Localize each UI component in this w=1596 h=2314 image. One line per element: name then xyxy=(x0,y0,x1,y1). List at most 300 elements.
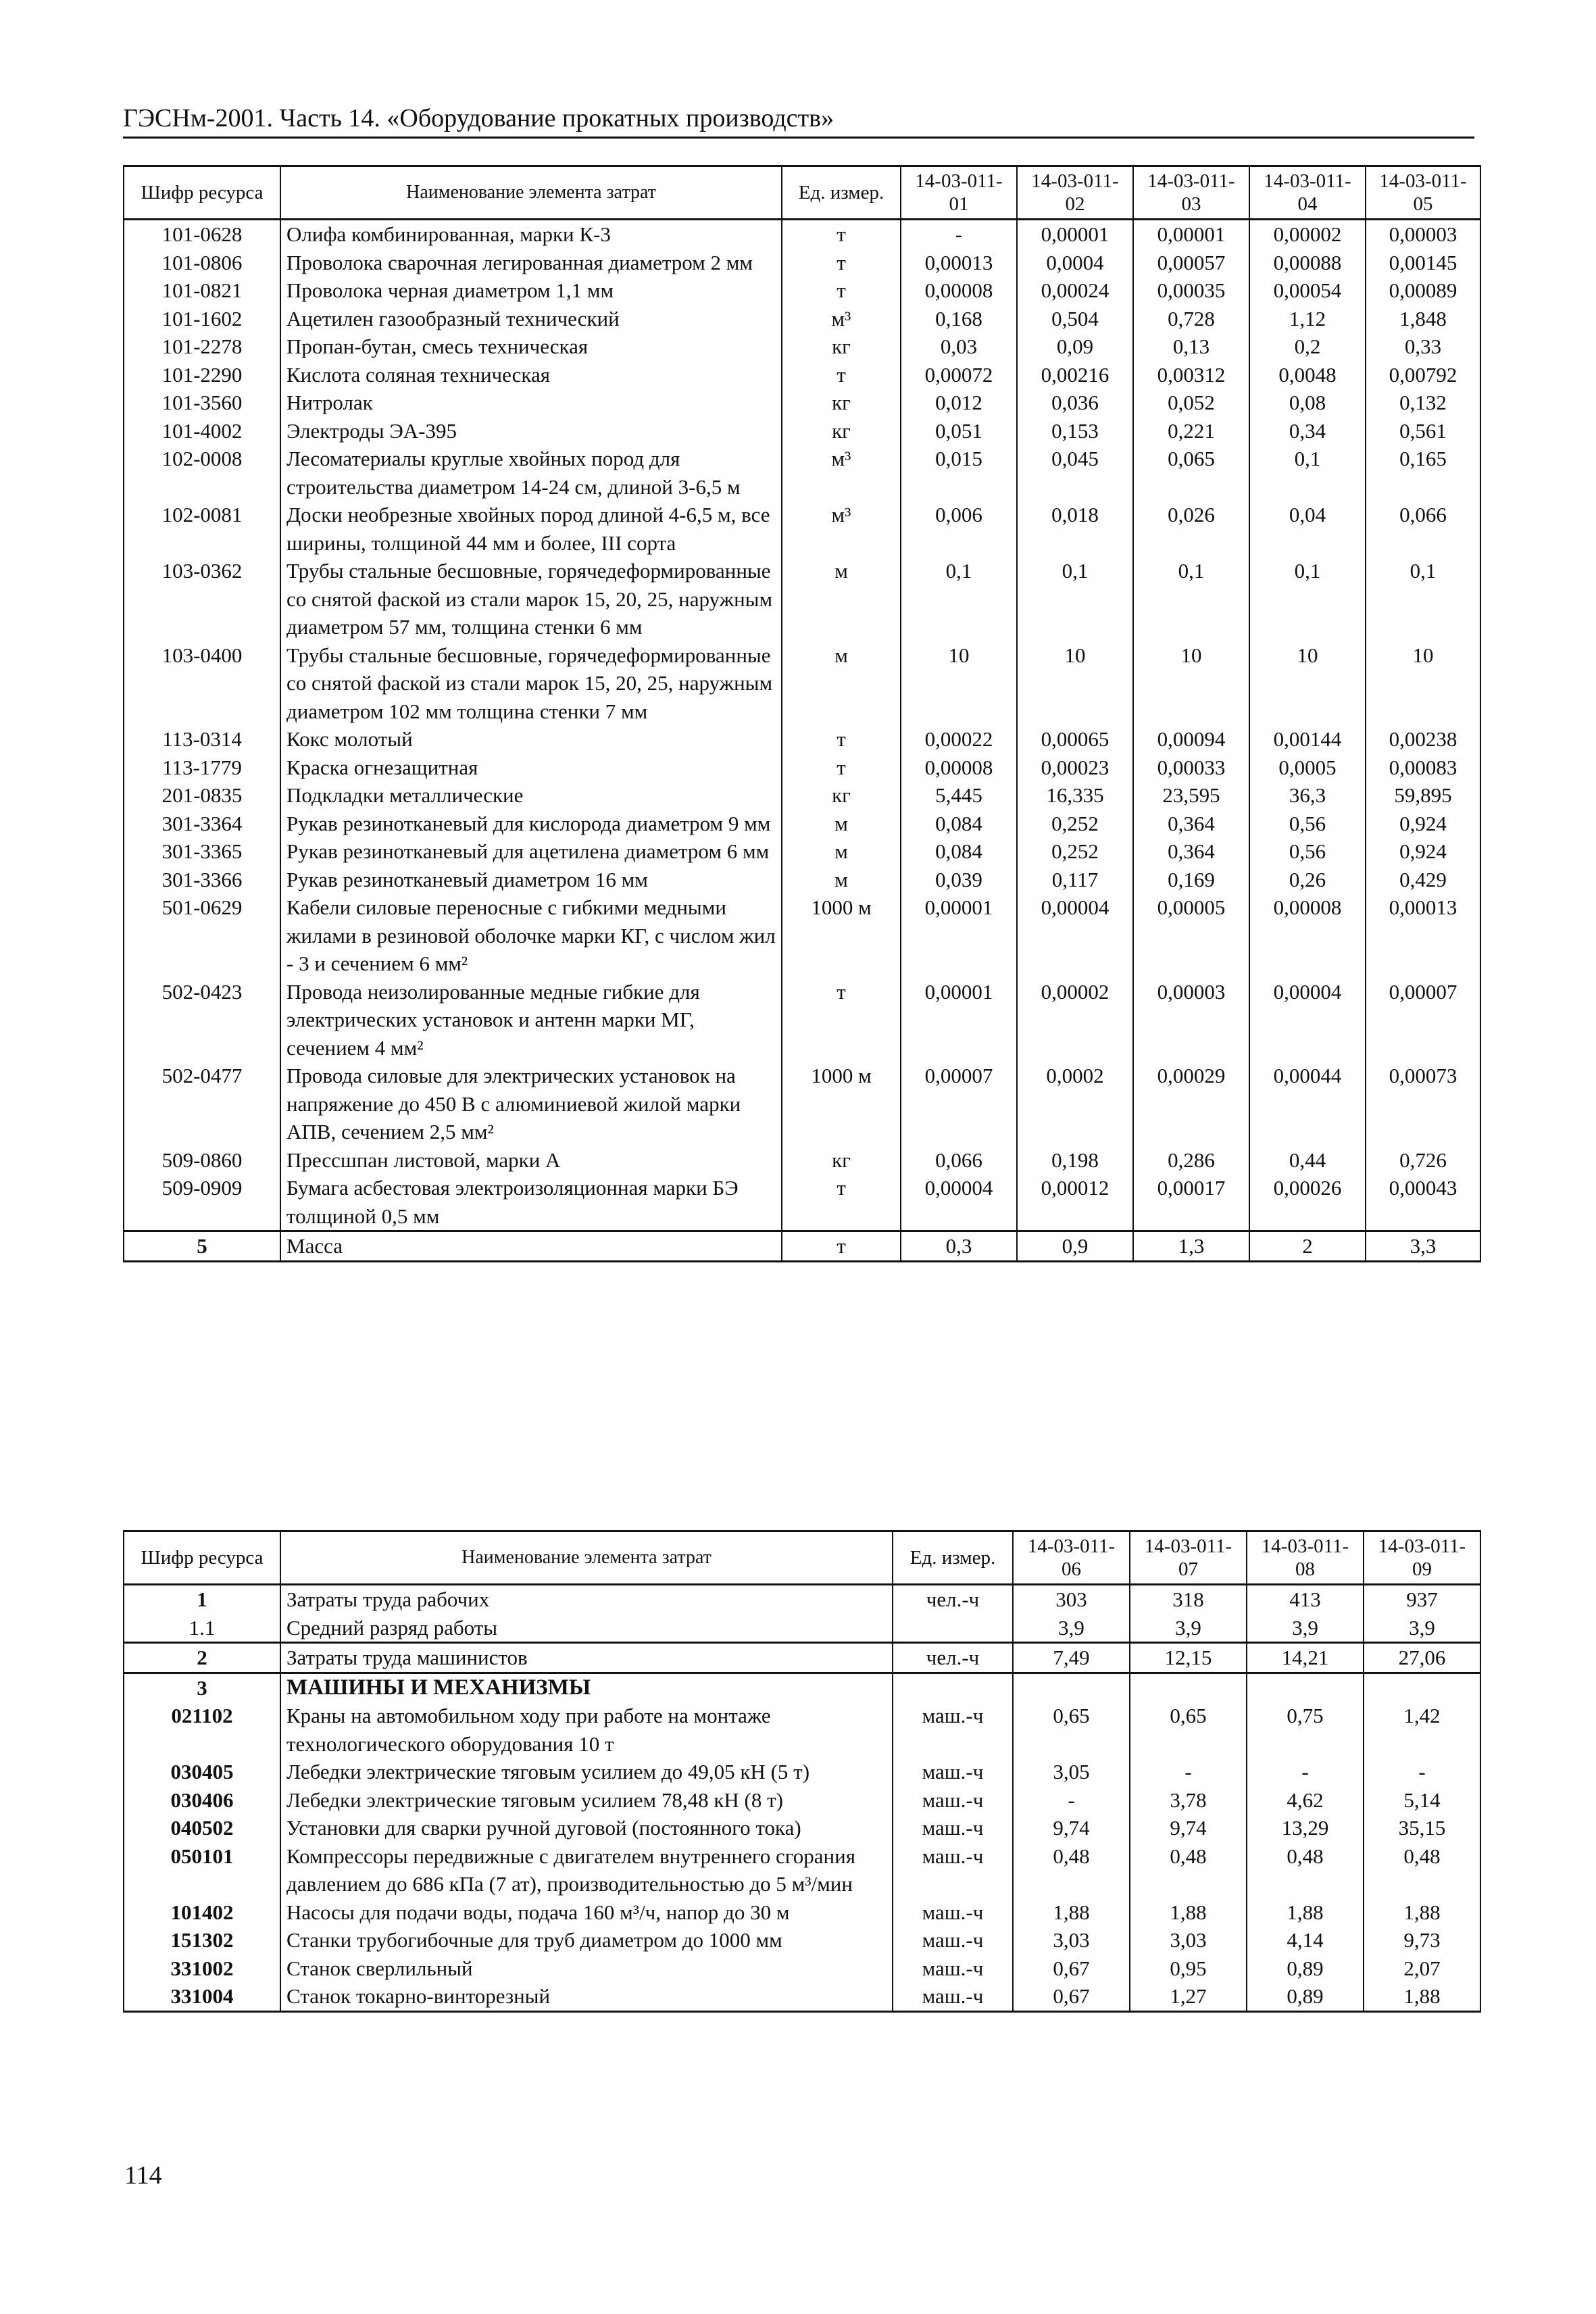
table-row xyxy=(124,333,1480,361)
cell-value: 0,3 xyxy=(901,1231,1017,1262)
cell-value: 0,00007 xyxy=(1366,978,1480,1062)
cell-value: 0,00013 xyxy=(901,249,1017,277)
cell-value: 0,00001 xyxy=(901,978,1017,1062)
cell-name: Проволока черная диаметром 1,1 мм xyxy=(280,276,782,305)
table-row xyxy=(124,837,1480,866)
cell-name: Лебедки электрические тяговым усилием до 49,05 кН (5 т) xyxy=(280,1758,893,1786)
cell-value: 5,445 xyxy=(901,781,1017,810)
cell-unit: маш.-ч xyxy=(893,1758,1013,1786)
cell-value: 35,15 xyxy=(1364,1814,1480,1842)
header-name: Наименование элемента затрат xyxy=(280,166,782,220)
cell-value: 0,00026 xyxy=(1249,1174,1366,1231)
table-row xyxy=(124,810,1480,838)
cell-value: 1,88 xyxy=(1130,1898,1247,1927)
cell-value: 0,286 xyxy=(1133,1146,1249,1175)
cell-unit: маш.-ч xyxy=(893,1982,1013,2011)
cell-value: 0,13 xyxy=(1133,333,1249,361)
cell-value: 0,00024 xyxy=(1017,276,1133,305)
cell-code: 301-3364 xyxy=(124,810,280,838)
cell-value: 0,015 xyxy=(901,445,1017,501)
cell-value: 0,00001 xyxy=(1017,220,1133,249)
cell-value: 0,00144 xyxy=(1249,725,1366,754)
cell-name: Затраты труда машинистов xyxy=(280,1643,893,1673)
cell-code: 331004 xyxy=(124,1982,280,2011)
cell-value: 0,34 xyxy=(1249,417,1366,445)
cell-value: 0,89 xyxy=(1247,1954,1364,1983)
cell-value: 413 xyxy=(1247,1585,1364,1614)
cell-unit: маш.-ч xyxy=(893,1814,1013,1842)
table-row xyxy=(124,1062,1480,1146)
header-unit: Ед. измер. xyxy=(782,166,901,220)
cell-unit: кг xyxy=(782,1146,901,1175)
cell-code: 1.1 xyxy=(124,1614,280,1643)
cell-unit: кг xyxy=(782,333,901,361)
cell-value: 0,00004 xyxy=(901,1174,1017,1231)
cell-value: - xyxy=(901,220,1017,249)
cell-value: 0,00017 xyxy=(1133,1174,1249,1231)
cell-unit: 1000 м xyxy=(782,1062,901,1146)
table-row xyxy=(124,501,1480,557)
cell-code: 102-0081 xyxy=(124,501,280,557)
cell-value: 0,00008 xyxy=(901,754,1017,782)
cell-code: 101-0821 xyxy=(124,276,280,305)
cell-value: 0,018 xyxy=(1017,501,1133,557)
cell-code: 3 xyxy=(124,1673,280,1702)
cell-value: 23,595 xyxy=(1133,781,1249,810)
cell-name: Провода силовые для электрических установок на напряжение до 450 В с алюминиевой жилой марки АПВ, сечением 2,5 мм² xyxy=(280,1062,782,1146)
page-number: 114 xyxy=(124,2161,162,2190)
cell-code: 1 xyxy=(124,1585,280,1614)
cell-value: 3,9 xyxy=(1364,1614,1480,1643)
table-row xyxy=(124,641,1480,726)
cell-value: 0,429 xyxy=(1366,866,1480,894)
cell-code: 5 xyxy=(124,1231,280,1262)
cell-unit: кг xyxy=(782,417,901,445)
cell-code: 103-0362 xyxy=(124,557,280,641)
table-row xyxy=(124,417,1480,445)
cell-code: 101-2290 xyxy=(124,361,280,389)
cell-value: 0,728 xyxy=(1133,305,1249,333)
cell-value: 0,0002 xyxy=(1017,1062,1133,1146)
cell-value: 0,084 xyxy=(901,810,1017,838)
cell-code: 101-0806 xyxy=(124,249,280,277)
cell-value: 0,036 xyxy=(1017,389,1133,417)
cell-value: 0,00001 xyxy=(1133,220,1249,249)
cell-value: 0,132 xyxy=(1366,389,1480,417)
table-row xyxy=(124,1954,1480,1983)
cell-value: 9,73 xyxy=(1364,1926,1480,1954)
header-col: 14-03-011-04 xyxy=(1249,166,1366,220)
cell-value: 0,1 xyxy=(1133,557,1249,641)
cell-value: 3,9 xyxy=(1130,1614,1247,1643)
cell-unit: т xyxy=(782,978,901,1062)
cell-value: 0,169 xyxy=(1133,866,1249,894)
cell-value: 0,00792 xyxy=(1366,361,1480,389)
table-header-row xyxy=(124,166,1480,220)
cell-name: Кокс молотый xyxy=(280,725,782,754)
table-row xyxy=(124,557,1480,641)
cell-value: 3,9 xyxy=(1247,1614,1364,1643)
cell-value: 0,364 xyxy=(1133,837,1249,866)
cell-value: 0,561 xyxy=(1366,417,1480,445)
cell-value: 0,039 xyxy=(901,866,1017,894)
cell-value: 0,026 xyxy=(1133,501,1249,557)
cell-name: Нитролак xyxy=(280,389,782,417)
cell-unit: т xyxy=(782,276,901,305)
cell-value: 3,3 xyxy=(1366,1231,1480,1262)
table-row xyxy=(124,1174,1480,1231)
cell-value: 0,924 xyxy=(1366,837,1480,866)
cell-value: 0,09 xyxy=(1017,333,1133,361)
table-row xyxy=(124,893,1480,978)
cell-name: Олифа комбинированная, марки К-3 xyxy=(280,220,782,249)
cell-value: 4,14 xyxy=(1247,1926,1364,1954)
cell-value: 7,49 xyxy=(1013,1643,1130,1673)
table-row xyxy=(124,1614,1480,1643)
cell-unit: т xyxy=(782,361,901,389)
header-code: Шифр ресурса xyxy=(124,1531,280,1585)
cell-name: Пропан-бутан, смесь техническая xyxy=(280,333,782,361)
cell-value: 0,924 xyxy=(1366,810,1480,838)
cell-value: 0,75 xyxy=(1247,1702,1364,1758)
cell-code: 201-0835 xyxy=(124,781,280,810)
cell-value: 0,00008 xyxy=(901,276,1017,305)
cell-name: Трубы стальные бесшовные, горячедеформированные со снятой фаской из стали марок 15, 20, 25, наружным диаметром 102 мм толщина стенки 7 мм xyxy=(280,641,782,726)
table-row xyxy=(124,361,1480,389)
cell-unit: маш.-ч xyxy=(893,1786,1013,1815)
cell-value: 0,9 xyxy=(1017,1231,1133,1262)
cell-value: 16,335 xyxy=(1017,781,1133,810)
cell-code: 030406 xyxy=(124,1786,280,1815)
cell-name: Рукав резинотканевый для кислорода диаметром 9 мм xyxy=(280,810,782,838)
table-row xyxy=(124,725,1480,754)
cell-value: 4,62 xyxy=(1247,1786,1364,1815)
cell-value: 0,04 xyxy=(1249,501,1366,557)
cell-unit: м³ xyxy=(782,305,901,333)
cell-value: 0,1 xyxy=(1249,557,1366,641)
table-row xyxy=(124,445,1480,501)
cell-value: 0,67 xyxy=(1013,1982,1130,2011)
cell-value: 0,066 xyxy=(1366,501,1480,557)
table-row xyxy=(124,754,1480,782)
table-header-row xyxy=(124,1531,1480,1585)
cell-value: 0,00094 xyxy=(1133,725,1249,754)
cell-value: 0,006 xyxy=(901,501,1017,557)
cell-value: 0,065 xyxy=(1133,445,1249,501)
cell-code: 301-3365 xyxy=(124,837,280,866)
cell-value xyxy=(1130,1673,1247,1702)
cell-value: 0,1 xyxy=(1249,445,1366,501)
cell-value: 14,21 xyxy=(1247,1643,1364,1673)
cell-value: 10 xyxy=(1017,641,1133,726)
cell-name: Ацетилен газообразный технический xyxy=(280,305,782,333)
cell-value: 0,00044 xyxy=(1249,1062,1366,1146)
cell-name: Кабели силовые переносные с гибкими медными жилами в резиновой оболочке марки КГ, с числом жил - 3 и сечением 6 мм² xyxy=(280,893,782,978)
cell-value: 0,00022 xyxy=(901,725,1017,754)
cell-value: 0,012 xyxy=(901,389,1017,417)
cell-name: МАШИНЫ И МЕХАНИЗМЫ xyxy=(280,1673,893,1702)
table-row xyxy=(124,305,1480,333)
cell-code: 331002 xyxy=(124,1954,280,1983)
cell-value: - xyxy=(1013,1786,1130,1815)
labor-machines-table xyxy=(123,1530,1481,2013)
cell-code: 101402 xyxy=(124,1898,280,1927)
table-row xyxy=(124,1842,1480,1898)
cell-value: 0,00002 xyxy=(1017,978,1133,1062)
cell-unit: маш.-ч xyxy=(893,1702,1013,1758)
cell-value: 0,168 xyxy=(901,305,1017,333)
cell-unit: маш.-ч xyxy=(893,1954,1013,1983)
table-row xyxy=(124,1786,1480,1815)
cell-value: 27,06 xyxy=(1364,1643,1480,1673)
cell-value: 0,221 xyxy=(1133,417,1249,445)
cell-value: 3,03 xyxy=(1130,1926,1247,1954)
table-row xyxy=(124,866,1480,894)
cell-value: 59,895 xyxy=(1366,781,1480,810)
cell-value: 3,78 xyxy=(1130,1786,1247,1815)
cell-name: Установки для сварки ручной дуговой (постоянного тока) xyxy=(280,1814,893,1842)
cell-value: 0,26 xyxy=(1249,866,1366,894)
cell-unit: маш.-ч xyxy=(893,1926,1013,1954)
cell-value: 0,00001 xyxy=(901,893,1017,978)
cell-value xyxy=(1364,1673,1480,1702)
cell-value: 0,08 xyxy=(1249,389,1366,417)
cell-value: 0,00072 xyxy=(901,361,1017,389)
cell-code: 509-0909 xyxy=(124,1174,280,1231)
cell-code: 021102 xyxy=(124,1702,280,1758)
cell-value: 3,03 xyxy=(1013,1926,1130,1954)
cell-value: 0,252 xyxy=(1017,837,1133,866)
cell-value: 318 xyxy=(1130,1585,1247,1614)
cell-value: 2,07 xyxy=(1364,1954,1480,1983)
cell-code: 103-0400 xyxy=(124,641,280,726)
cell-value: 0,48 xyxy=(1130,1842,1247,1898)
cell-name: Рукав резинотканевый диаметром 16 мм xyxy=(280,866,782,894)
table-row xyxy=(124,1702,1480,1758)
cell-value: - xyxy=(1364,1758,1480,1786)
cell-value: 3,9 xyxy=(1013,1614,1130,1643)
cell-value: 0,00023 xyxy=(1017,754,1133,782)
table-row xyxy=(124,1758,1480,1786)
header-col: 14-03-011-08 xyxy=(1247,1531,1364,1585)
cell-code: 501-0629 xyxy=(124,893,280,978)
mass-row xyxy=(124,1231,1480,1262)
cell-name: Доски необрезные хвойных пород длиной 4-6,5 м, все ширины, толщиной 44 мм и более, III сорта xyxy=(280,501,782,557)
cell-value: 0,066 xyxy=(901,1146,1017,1175)
cell-value: 5,14 xyxy=(1364,1786,1480,1815)
cell-value: 0,1 xyxy=(901,557,1017,641)
cell-value: 0,1 xyxy=(1366,557,1480,641)
cell-value: 1,12 xyxy=(1249,305,1366,333)
cell-value: 10 xyxy=(1366,641,1480,726)
cell-code: 502-0477 xyxy=(124,1062,280,1146)
cell-value: 303 xyxy=(1013,1585,1130,1614)
cell-code: 050101 xyxy=(124,1842,280,1898)
cell-value: 0,00003 xyxy=(1366,220,1480,249)
cell-value: 0,00089 xyxy=(1366,276,1480,305)
cell-value: 0,045 xyxy=(1017,445,1133,501)
cell-value: 0,00145 xyxy=(1366,249,1480,277)
cell-value: 0,33 xyxy=(1366,333,1480,361)
table-row xyxy=(124,1926,1480,1954)
cell-name: Лесоматериалы круглые хвойных пород для строительства диаметром 14-24 см, длиной 3-6,5 м xyxy=(280,445,782,501)
cell-value: 0,00012 xyxy=(1017,1174,1133,1231)
cell-name: Масса xyxy=(280,1231,782,1262)
cell-name: Лебедки электрические тяговым усилием 78,48 кН (8 т) xyxy=(280,1786,893,1815)
header-col: 14-03-011-03 xyxy=(1133,166,1249,220)
cell-value: 0,0048 xyxy=(1249,361,1366,389)
cell-value: 0,00216 xyxy=(1017,361,1133,389)
cell-unit: м³ xyxy=(782,501,901,557)
cell-value: 1,88 xyxy=(1013,1898,1130,1927)
cell-value: 0,44 xyxy=(1249,1146,1366,1175)
cell-value: 1,42 xyxy=(1364,1702,1480,1758)
cell-value: 0,89 xyxy=(1247,1982,1364,2011)
cell-unit xyxy=(893,1614,1013,1643)
cell-unit: м xyxy=(782,866,901,894)
cell-unit: т xyxy=(782,1231,901,1262)
table-row xyxy=(124,978,1480,1062)
cell-value: 0,48 xyxy=(1247,1842,1364,1898)
cell-name: Краска огнезащитная xyxy=(280,754,782,782)
cell-value: 0,00002 xyxy=(1249,220,1366,249)
table-row xyxy=(124,1898,1480,1927)
cell-code: 2 xyxy=(124,1643,280,1673)
header-unit: Ед. измер. xyxy=(893,1531,1013,1585)
cell-value: 12,15 xyxy=(1130,1643,1247,1673)
cell-value: 0,0005 xyxy=(1249,754,1366,782)
table-row xyxy=(124,389,1480,417)
cell-value: 0,084 xyxy=(901,837,1017,866)
cell-value: 0,00007 xyxy=(901,1062,1017,1146)
cell-name: Рукав резинотканевый для ацетилена диаметром 6 мм xyxy=(280,837,782,866)
cell-value: 0,00043 xyxy=(1366,1174,1480,1231)
cell-unit: маш.-ч xyxy=(893,1842,1013,1898)
header-col: 14-03-011-07 xyxy=(1130,1531,1247,1585)
cell-name: Трубы стальные бесшовные, горячедеформированные со снятой фаской из стали марок 15, 20, 25, наружным диаметром 57 мм, толщина стенки 6 мм xyxy=(280,557,782,641)
cell-code: 102-0008 xyxy=(124,445,280,501)
cell-value: 0,00065 xyxy=(1017,725,1133,754)
cell-value: 0,00088 xyxy=(1249,249,1366,277)
cell-value xyxy=(1247,1673,1364,1702)
header-col: 14-03-011-02 xyxy=(1017,166,1133,220)
table-row xyxy=(124,220,1480,249)
cell-name: Затраты труда рабочих xyxy=(280,1585,893,1614)
table-row xyxy=(124,276,1480,305)
cell-code: 101-0628 xyxy=(124,220,280,249)
header-col: 14-03-011-06 xyxy=(1013,1531,1130,1585)
cell-value: 0,0004 xyxy=(1017,249,1133,277)
table-row xyxy=(124,1643,1480,1673)
cell-value: 1,3 xyxy=(1133,1231,1249,1262)
cell-value: 9,74 xyxy=(1130,1814,1247,1842)
cell-value: - xyxy=(1247,1758,1364,1786)
cell-value: 1,88 xyxy=(1247,1898,1364,1927)
cell-value: 0,252 xyxy=(1017,810,1133,838)
cell-code: 030405 xyxy=(124,1758,280,1786)
cell-value: 0,00033 xyxy=(1133,754,1249,782)
cell-name: Станки трубогибочные для труб диаметром до 1000 мм xyxy=(280,1926,893,1954)
cell-unit: чел.-ч xyxy=(893,1585,1013,1614)
cell-unit: маш.-ч xyxy=(893,1898,1013,1927)
cell-value: - xyxy=(1130,1758,1247,1786)
cell-value: 0,00005 xyxy=(1133,893,1249,978)
cell-value: 0,56 xyxy=(1249,810,1366,838)
table-row xyxy=(124,1982,1480,2011)
page-header-title: ГЭСНм-2001. Часть 14. «Оборудование прокатных производств» xyxy=(123,103,1474,139)
cell-value: 1,88 xyxy=(1364,1898,1480,1927)
cell-value: 0,65 xyxy=(1013,1702,1130,1758)
table-row xyxy=(124,1673,1480,1702)
cell-unit: т xyxy=(782,220,901,249)
cell-unit: м³ xyxy=(782,445,901,501)
cell-unit xyxy=(893,1673,1013,1702)
cell-name: Электроды ЭА-395 xyxy=(280,417,782,445)
cell-value: 0,48 xyxy=(1013,1842,1130,1898)
cell-code: 040502 xyxy=(124,1814,280,1842)
cell-value: 0,00008 xyxy=(1249,893,1366,978)
cell-value: 0,56 xyxy=(1249,837,1366,866)
cell-value xyxy=(1013,1673,1130,1702)
cell-value: 0,48 xyxy=(1364,1842,1480,1898)
cell-value: 1,27 xyxy=(1130,1982,1247,2011)
cell-code: 101-1602 xyxy=(124,305,280,333)
cell-value: 1,848 xyxy=(1366,305,1480,333)
cell-name: Насосы для подачи воды, подача 160 м³/ч, напор до 30 м xyxy=(280,1898,893,1927)
cell-code: 301-3366 xyxy=(124,866,280,894)
cell-value: 0,00004 xyxy=(1249,978,1366,1062)
header-col: 14-03-011-01 xyxy=(901,166,1017,220)
cell-unit: т xyxy=(782,754,901,782)
header-code: Шифр ресурса xyxy=(124,166,280,220)
cell-value: 0,00073 xyxy=(1366,1062,1480,1146)
cell-code: 151302 xyxy=(124,1926,280,1954)
table-row xyxy=(124,781,1480,810)
cell-code: 101-3560 xyxy=(124,389,280,417)
cell-value: 0,052 xyxy=(1133,389,1249,417)
cell-value: 0,00029 xyxy=(1133,1062,1249,1146)
cell-value: 0,00312 xyxy=(1133,361,1249,389)
cell-name: Краны на автомобильном ходу при работе на монтаже технологического оборудования 10 т xyxy=(280,1702,893,1758)
cell-unit: чел.-ч xyxy=(893,1643,1013,1673)
cell-value: 13,29 xyxy=(1247,1814,1364,1842)
cell-value: 0,117 xyxy=(1017,866,1133,894)
cell-name: Станок сверлильный xyxy=(280,1954,893,1983)
cell-value: 2 xyxy=(1249,1231,1366,1262)
cell-unit: 1000 м xyxy=(782,893,901,978)
cell-code: 101-4002 xyxy=(124,417,280,445)
cell-value: 0,67 xyxy=(1013,1954,1130,1983)
cell-value: 0,65 xyxy=(1130,1702,1247,1758)
cell-unit: кг xyxy=(782,781,901,810)
cell-value: 10 xyxy=(901,641,1017,726)
cell-code: 502-0423 xyxy=(124,978,280,1062)
cell-value: 0,364 xyxy=(1133,810,1249,838)
cell-value: 0,00238 xyxy=(1366,725,1480,754)
cell-value: 937 xyxy=(1364,1585,1480,1614)
cell-unit: м xyxy=(782,641,901,726)
cell-value: 0,00004 xyxy=(1017,893,1133,978)
cell-value: 10 xyxy=(1133,641,1249,726)
cell-unit: кг xyxy=(782,389,901,417)
cell-value: 0,00013 xyxy=(1366,893,1480,978)
cell-name: Компрессоры передвижные с двигателем внутреннего сгорания давлением до 686 кПа (7 ат), производительностью до 5 м³/мин xyxy=(280,1842,893,1898)
cell-unit: м xyxy=(782,810,901,838)
cell-value: 0,726 xyxy=(1366,1146,1480,1175)
header-col: 14-03-011-05 xyxy=(1366,166,1480,220)
cell-value: 10 xyxy=(1249,641,1366,726)
cell-name: Средний разряд работы xyxy=(280,1614,893,1643)
